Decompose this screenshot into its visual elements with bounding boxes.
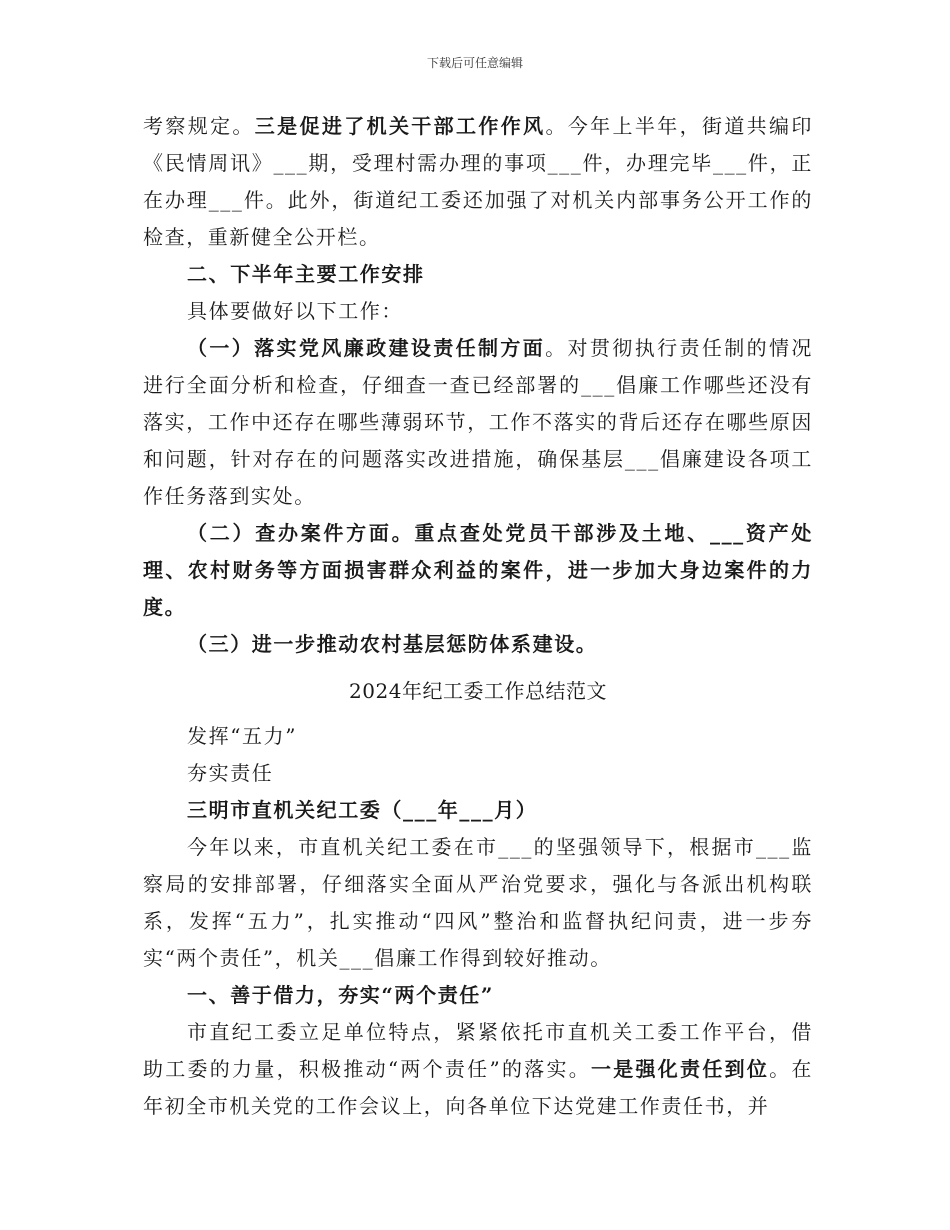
paragraph-6: 发挥“五力” [187, 724, 298, 748]
paragraph-11-text-a: 市直纪工委立足单位特点，紧紧依托市直机关工委工作平台，借助工委的力量，积极推动“两个责任”的落实。 [143, 1020, 813, 1081]
paragraph-3-text: 。对贯彻执行责任制的情况进行全面分析和检查，仔细查一查已经部署的___倡廉工作哪些还没有落实，工作中还存在哪些薄弱环节，工作不落实的背后还存在哪些原因和问题，针对存在的问题落实改进措施，确保基层___倡廉建设各项工作任务落到实处。 [143, 336, 813, 508]
paragraph-5: （三）进一步推动农村基层惩防体系建设。 [187, 632, 598, 656]
paragraph-9: 今年以来，市直机关纪工委在市___的坚强领导下，根据市___监察局的安排部署，仔细落实全面从严治党要求，强化与各派出机构联系，发挥“五力”，扎实推动“四风”整治和监督执纪问责，进一步夯实“两个责任”，机关___倡廉工作得到较好推动。 [143, 835, 813, 970]
document-title: 2024年纪工委工作总结范文 [349, 679, 607, 703]
paragraph-1-text-a: 考察规定。 [143, 114, 255, 138]
paragraph-1 [143, 108, 813, 256]
paragraph-11 [143, 1014, 813, 1125]
section-heading-2: 二、下半年主要工作安排 [187, 262, 425, 286]
paragraph-1-text-b: 。今年上半年，街道共编印《民情周讯》___期，受理村需办理的事项___件，办理完毕___件，正在办理___件。此外，街道纪工委还加强了对机关内部事务公开工作的检查，重新健全公开栏。 [143, 114, 813, 249]
paragraph-11-text-b: 。在年初全市机关党的工作会议上，向各单位下达党建工作责任书，并 [143, 1057, 813, 1118]
paragraph-4: （二）查办案件方面。重点查处党员干部涉及土地、___资产处理、农村财务等方面损害群众利益的案件，进一步加大身边案件的力度。 [143, 521, 813, 619]
document-body [143, 108, 813, 1125]
paragraph-2: 具体要做好以下工作： [187, 299, 403, 323]
paragraph-3 [143, 330, 813, 515]
paragraph-3-emphasis: （一）落实党风廉政建设责任制方面 [187, 336, 546, 360]
paragraph-11-emphasis: 一是强化责任到位 [591, 1057, 770, 1081]
section-heading-10: 一、善于借力，夯实“两个责任” [187, 983, 495, 1007]
paragraph-8: 三明市直机关纪工委（___年___月） [187, 798, 538, 822]
paragraph-7: 夯实责任 [187, 761, 274, 785]
paragraph-1-emphasis: 三是促进了机关干部工作作风 [254, 114, 546, 138]
page-header: 下载后可任意编辑 [426, 56, 523, 70]
